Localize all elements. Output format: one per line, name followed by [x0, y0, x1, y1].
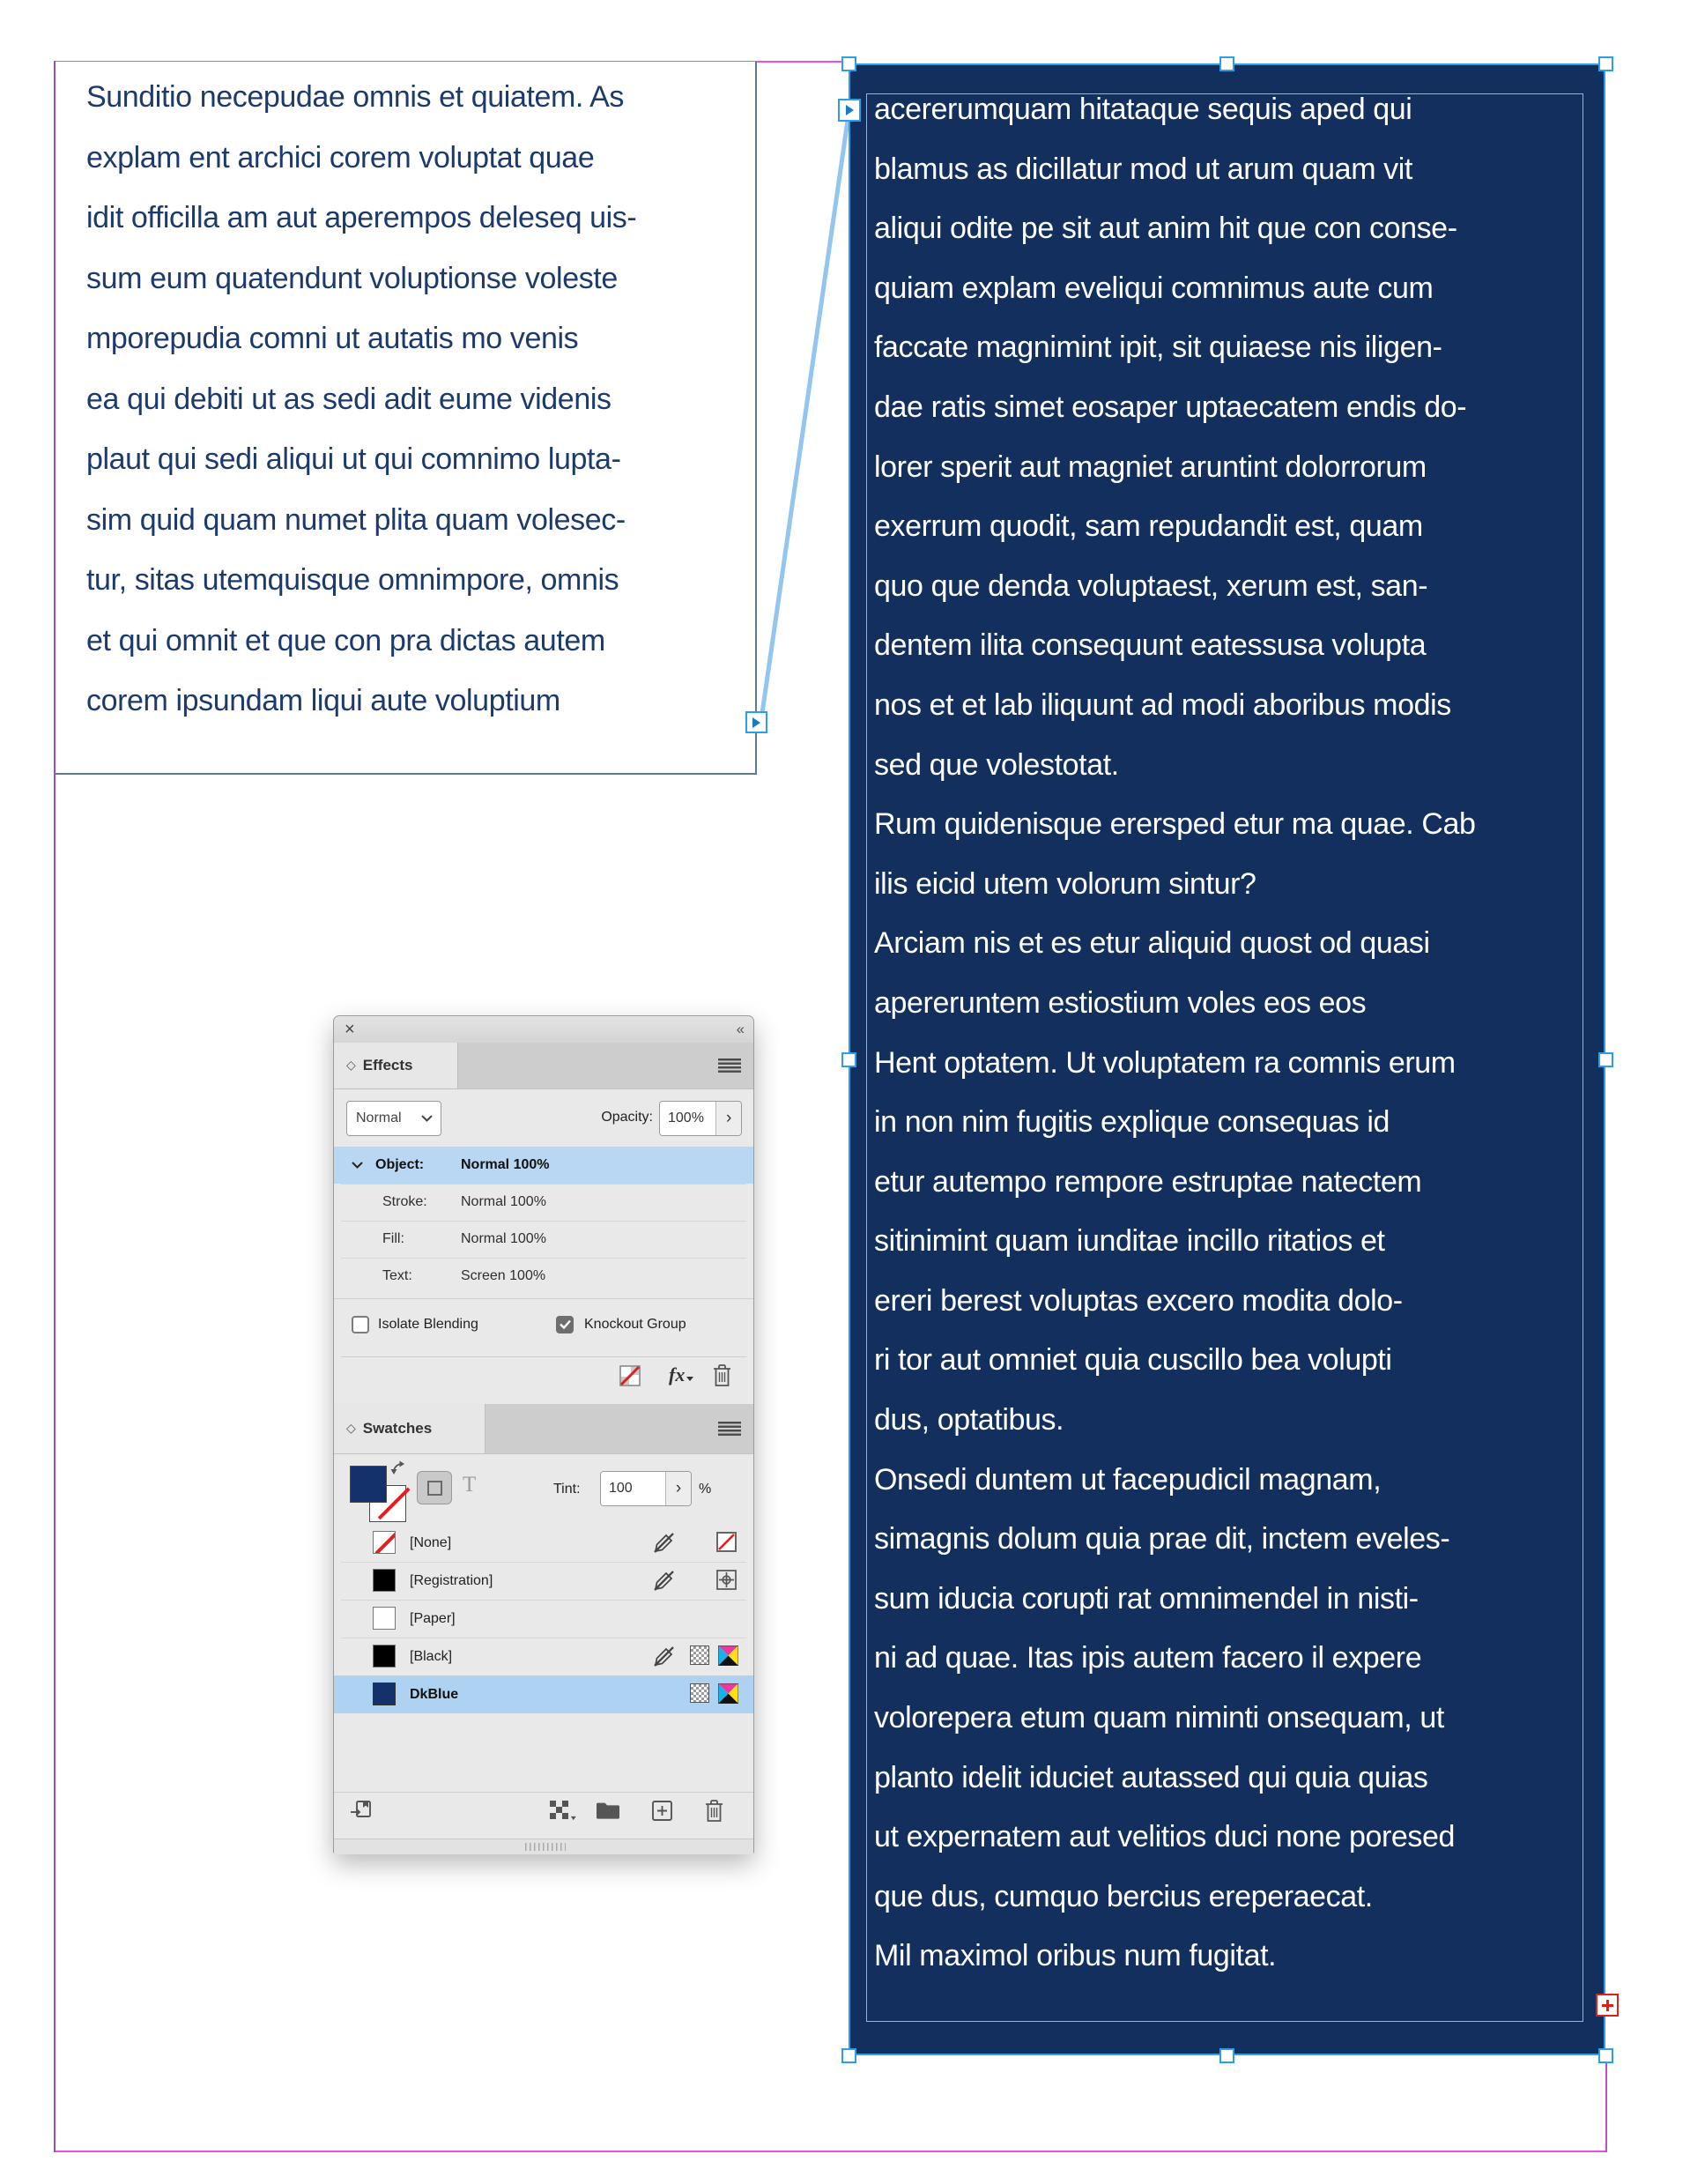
thread-triangle-icon	[752, 717, 760, 728]
margin-guide-bottom[interactable]	[56, 2151, 1607, 2152]
isolate-blending-checkbox[interactable]	[352, 1316, 369, 1333]
text-line: etur autempo rempore estruptae natectem	[874, 1164, 1422, 1199]
overset-out-port[interactable]	[1596, 1994, 1619, 2017]
text-line: nos et et lab iliquunt ad modi aboribus modis	[874, 687, 1451, 722]
row-divider	[341, 1221, 746, 1222]
row-divider	[341, 1184, 746, 1185]
text-line: ut expernatem aut velitios duci none poresed	[874, 1820, 1456, 1854]
cmyk-icon	[718, 1645, 738, 1666]
left-frame-text[interactable]	[86, 67, 743, 732]
text-line: plaut qui sedi aliqui ut qui comnimo lupta-	[86, 442, 621, 476]
swatch-row-paper[interactable]	[334, 1600, 753, 1638]
swatch-row-dkblue[interactable]	[334, 1675, 753, 1713]
panel-resize-grip[interactable]	[334, 1839, 753, 1854]
tint-field-group	[600, 1471, 692, 1506]
panel-group	[333, 1015, 754, 1853]
tint-stepper-button[interactable]: ›	[665, 1472, 691, 1505]
none-swatch-chip	[373, 1531, 396, 1554]
selection-handle-bottom-left[interactable]	[841, 2048, 856, 2063]
text-line: que dus, cumquo bercius ereperaecat.	[874, 1879, 1373, 1913]
selection-handle-top-left[interactable]	[841, 56, 856, 71]
panel-menu-icon[interactable]	[718, 1059, 741, 1073]
panel-title-bar[interactable]	[334, 1016, 753, 1044]
paper-swatch-chip	[373, 1607, 396, 1630]
swatches-tab-bar	[334, 1404, 753, 1454]
text-line: faccate magnimint ipit, sit quiaese nis iligen-	[874, 331, 1442, 365]
text-line: dus, optatibus.	[874, 1403, 1064, 1437]
process-color-icon	[690, 1645, 709, 1665]
section-divider	[341, 1356, 746, 1357]
pen-slash-icon	[653, 1532, 675, 1554]
text-line: aliqui odite pe sit aut anim hit que con conse-	[874, 212, 1457, 246]
effects-row-text[interactable]	[334, 1258, 753, 1295]
swatch-name: [None]	[410, 1535, 452, 1550]
formatting-affects-container-button[interactable]	[417, 1471, 452, 1504]
panel-menu-icon[interactable]	[718, 1422, 741, 1436]
thread-triangle-icon	[846, 105, 854, 115]
row-value: Normal 100%	[461, 1231, 546, 1246]
text-line: tur, sitas utemquisque omnimpore, omnis	[86, 563, 619, 597]
swatch-views-icon[interactable]	[550, 1801, 576, 1822]
text-line: acererumquam hitataque sequis aped qui	[874, 93, 1412, 126]
registration-icon	[716, 1570, 737, 1590]
none-mini-icon	[716, 1532, 737, 1552]
effects-tab-label: Effects	[362, 1057, 413, 1073]
text-line: Arciam nis et es etur aliquid quost od quasi	[874, 926, 1430, 961]
text-line: Rum quidenisque erersped etur ma quae. Cab	[874, 807, 1476, 842]
opacity-stepper-button[interactable]: ›	[715, 1102, 741, 1135]
text-line: mporepudia comni ut autatis mo venis	[86, 322, 579, 355]
text-line: Mil maximol oribus num fugitat.	[874, 1939, 1277, 1973]
text-line: sed que volestotat.	[874, 747, 1119, 782]
knockout-group-checkbox[interactable]	[556, 1316, 574, 1333]
dkblue-swatch-chip	[373, 1683, 396, 1705]
text-line: sim quid quam numet plita quam volesec-	[86, 502, 626, 537]
text-line: sitinimint quam iunditae incillo ritatios et	[874, 1224, 1385, 1259]
delete-swatch-trash-icon[interactable]	[703, 1798, 725, 1823]
text-line: volorepera etum quam niminti onsequam, ut	[874, 1701, 1444, 1735]
swatch-row-registration[interactable]	[334, 1562, 753, 1600]
text-line: dentem ilita consequunt eatessusa volupta	[874, 628, 1427, 663]
opacity-field-group	[659, 1101, 742, 1136]
knockout-group-label: Knockout Group	[584, 1317, 686, 1332]
new-swatch-icon[interactable]	[651, 1800, 673, 1822]
swatch-themes-icon[interactable]	[350, 1799, 373, 1822]
text-line: ilis eicid utem volorum sintur?	[874, 866, 1256, 901]
swatch-name: DkBlue	[410, 1687, 459, 1702]
text-line: ri tor aut omniet quia cuscillo bea volupti	[874, 1343, 1392, 1378]
swatches-tab-label: Swatches	[362, 1420, 433, 1437]
text-line: idit officilla am aut aperempos deleseq uis-	[86, 201, 637, 234]
effects-tab-bar	[334, 1043, 753, 1089]
section-divider	[334, 1298, 753, 1299]
swatch-name: [Black]	[410, 1649, 453, 1664]
row-divider	[341, 1258, 746, 1259]
text-line: quo que denda voluptaest, xerum est, san-	[874, 568, 1428, 603]
tint-input[interactable]: 100	[601, 1472, 665, 1505]
swatch-row-black[interactable]	[334, 1638, 753, 1675]
effects-row-fill[interactable]	[334, 1221, 753, 1258]
selection-handle-top-mid[interactable]	[1219, 56, 1234, 71]
chevron-down-icon[interactable]	[352, 1162, 363, 1169]
row-value: Normal 100%	[461, 1157, 550, 1172]
selection-handle-top-right[interactable]	[1598, 56, 1613, 71]
text-line: ni ad quae. Itas ipis autem facero il expere	[874, 1641, 1422, 1675]
panel-collapse-diamond-icon: ◇	[346, 1422, 356, 1436]
text-line: dae ratis simet eosaper uptaecatem endis do-	[874, 390, 1467, 424]
effects-row-object[interactable]	[334, 1147, 753, 1184]
chevron-down-icon	[421, 1115, 433, 1122]
row-value: Normal 100%	[461, 1194, 546, 1209]
swap-fill-stroke-icon[interactable]	[390, 1459, 408, 1476]
out-port[interactable]	[745, 711, 767, 733]
text-line: quiam explam eveliqui comnimus aute cum	[874, 271, 1434, 305]
swatch-row-none[interactable]	[334, 1524, 753, 1562]
tab-swatches[interactable]	[334, 1404, 486, 1453]
fx-menu-icon[interactable]: fx	[669, 1363, 693, 1386]
effects-panel	[334, 1016, 753, 1404]
row-label: Fill:	[382, 1231, 404, 1246]
text-line: et qui omnit et que con pra dictas autem	[86, 623, 605, 657]
row-label: Object:	[375, 1157, 425, 1172]
selection-handle-bottom-right[interactable]	[1598, 2048, 1613, 2063]
text-line: blamus as dicillatur mod ut arum quam vit	[874, 152, 1412, 186]
black-swatch-chip	[373, 1645, 396, 1668]
resize-grip-hashes	[525, 1843, 566, 1851]
formatting-affects-text-button[interactable]: T	[463, 1473, 477, 1497]
selected-frame-text[interactable]	[874, 80, 1584, 1987]
new-color-group-folder-icon[interactable]	[596, 1801, 620, 1820]
tab-effects[interactable]	[334, 1043, 458, 1088]
registration-swatch-chip	[373, 1569, 396, 1592]
text-line: sum iducia corupti rat omnimendel in nisti-	[874, 1581, 1419, 1616]
close-icon[interactable]: ×	[345, 1020, 355, 1039]
text-line: ereri berest voluptas excero modita dolo-	[874, 1283, 1403, 1318]
effects-row-stroke[interactable]	[334, 1184, 753, 1221]
text-line: lorer sperit aut magniet aruntint dolorrorum	[874, 449, 1427, 484]
selection-handle-mid-right[interactable]	[1598, 1052, 1613, 1067]
text-line: ea qui debiti ut as sedi adit eume videnis	[86, 382, 612, 416]
panel-collapse-diamond-icon: ◇	[346, 1059, 356, 1073]
blend-mode-dropdown[interactable]	[346, 1101, 441, 1136]
selection-handle-mid-left[interactable]	[841, 1052, 856, 1067]
tint-percent-label: %	[699, 1482, 712, 1497]
pen-slash-icon	[653, 1570, 675, 1592]
container-square-icon	[427, 1481, 442, 1496]
column-guide-right[interactable]	[1605, 2055, 1607, 2152]
text-line: Onsedi duntem ut facepudicil magnam,	[874, 1462, 1382, 1497]
swatches-panel	[334, 1404, 753, 1854]
swatch-name: [Paper]	[410, 1611, 456, 1626]
isolate-blending-label: Isolate Blending	[378, 1317, 478, 1332]
clear-effects-icon[interactable]	[619, 1365, 641, 1387]
selection-handle-bottom-mid[interactable]	[1219, 2048, 1234, 2063]
tint-label: Tint:	[553, 1482, 581, 1497]
opacity-label: Opacity:	[601, 1110, 653, 1125]
toolbar-divider	[334, 1792, 753, 1793]
text-line: planto idelit iduciet autassed qui quia quias	[874, 1760, 1428, 1794]
pen-slash-icon	[653, 1645, 675, 1668]
row-label: Text:	[382, 1268, 412, 1283]
text-line: exerrum quodit, sam repudandit est, quam	[874, 509, 1423, 544]
trash-icon[interactable]	[711, 1363, 733, 1387]
text-line: sum eum quatendunt voluptionse voleste	[86, 261, 618, 295]
text-line: apereruntem estiostium voles eos eos	[874, 985, 1367, 1020]
text-line: Sunditio necepudae omnis et quiatem. As	[86, 80, 625, 114]
text-line: in non nim fugitis explique consequas id	[874, 1105, 1390, 1140]
cmyk-icon	[718, 1683, 738, 1704]
row-value: Screen 100%	[461, 1268, 546, 1283]
blend-mode-value: Normal	[356, 1111, 402, 1125]
collapse-panel-icon[interactable]: ‹‹	[736, 1021, 743, 1037]
in-port[interactable]	[838, 99, 861, 122]
text-line: Hent optatem. Ut voluptatem ra comnis erum	[874, 1045, 1456, 1080]
process-color-icon	[690, 1683, 709, 1703]
text-line: corem ipsundam liqui aute voluptium	[86, 684, 560, 717]
fill-proxy[interactable]	[350, 1466, 387, 1503]
none-slash-icon	[375, 1532, 396, 1554]
text-line: simagnis dolum quia prae dit, inctem eveles-	[874, 1522, 1450, 1556]
overset-plus-icon	[1606, 2000, 1609, 2011]
swatch-name: [Registration]	[410, 1573, 493, 1588]
row-label: Stroke:	[382, 1194, 427, 1209]
text-line: explam ent archici corem voluptat quae	[86, 140, 595, 175]
opacity-input[interactable]: 100%	[660, 1102, 715, 1135]
